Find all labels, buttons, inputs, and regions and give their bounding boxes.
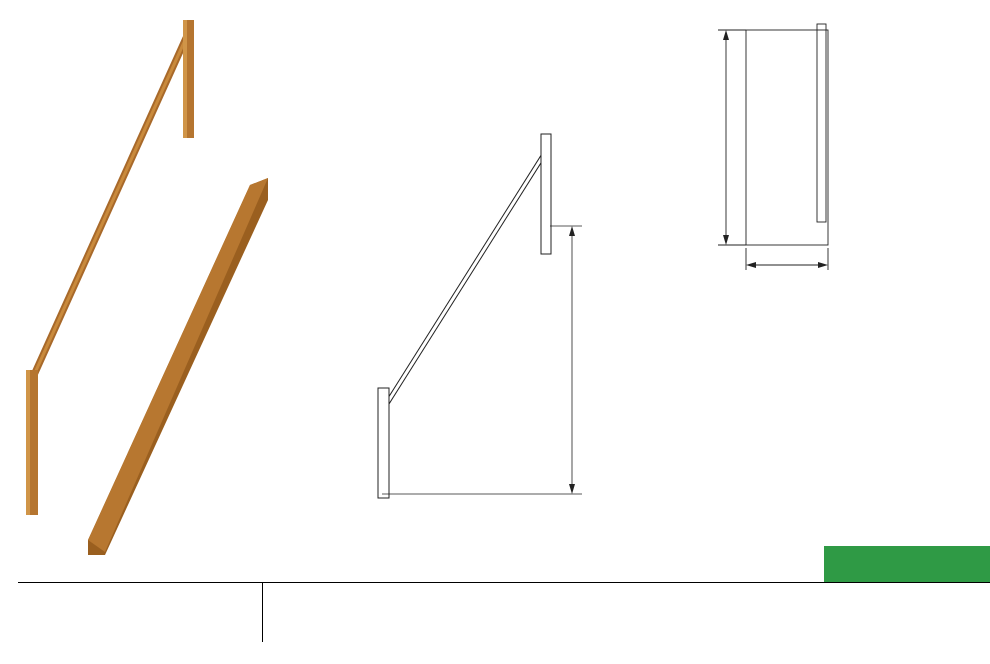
divider xyxy=(18,582,990,583)
elevation-drawing xyxy=(300,120,600,510)
plan-drawing xyxy=(700,20,840,275)
staircase-photo xyxy=(0,0,300,570)
divider xyxy=(262,582,263,642)
page-number-badge xyxy=(824,546,990,582)
description xyxy=(278,596,834,646)
specifications xyxy=(682,300,982,315)
